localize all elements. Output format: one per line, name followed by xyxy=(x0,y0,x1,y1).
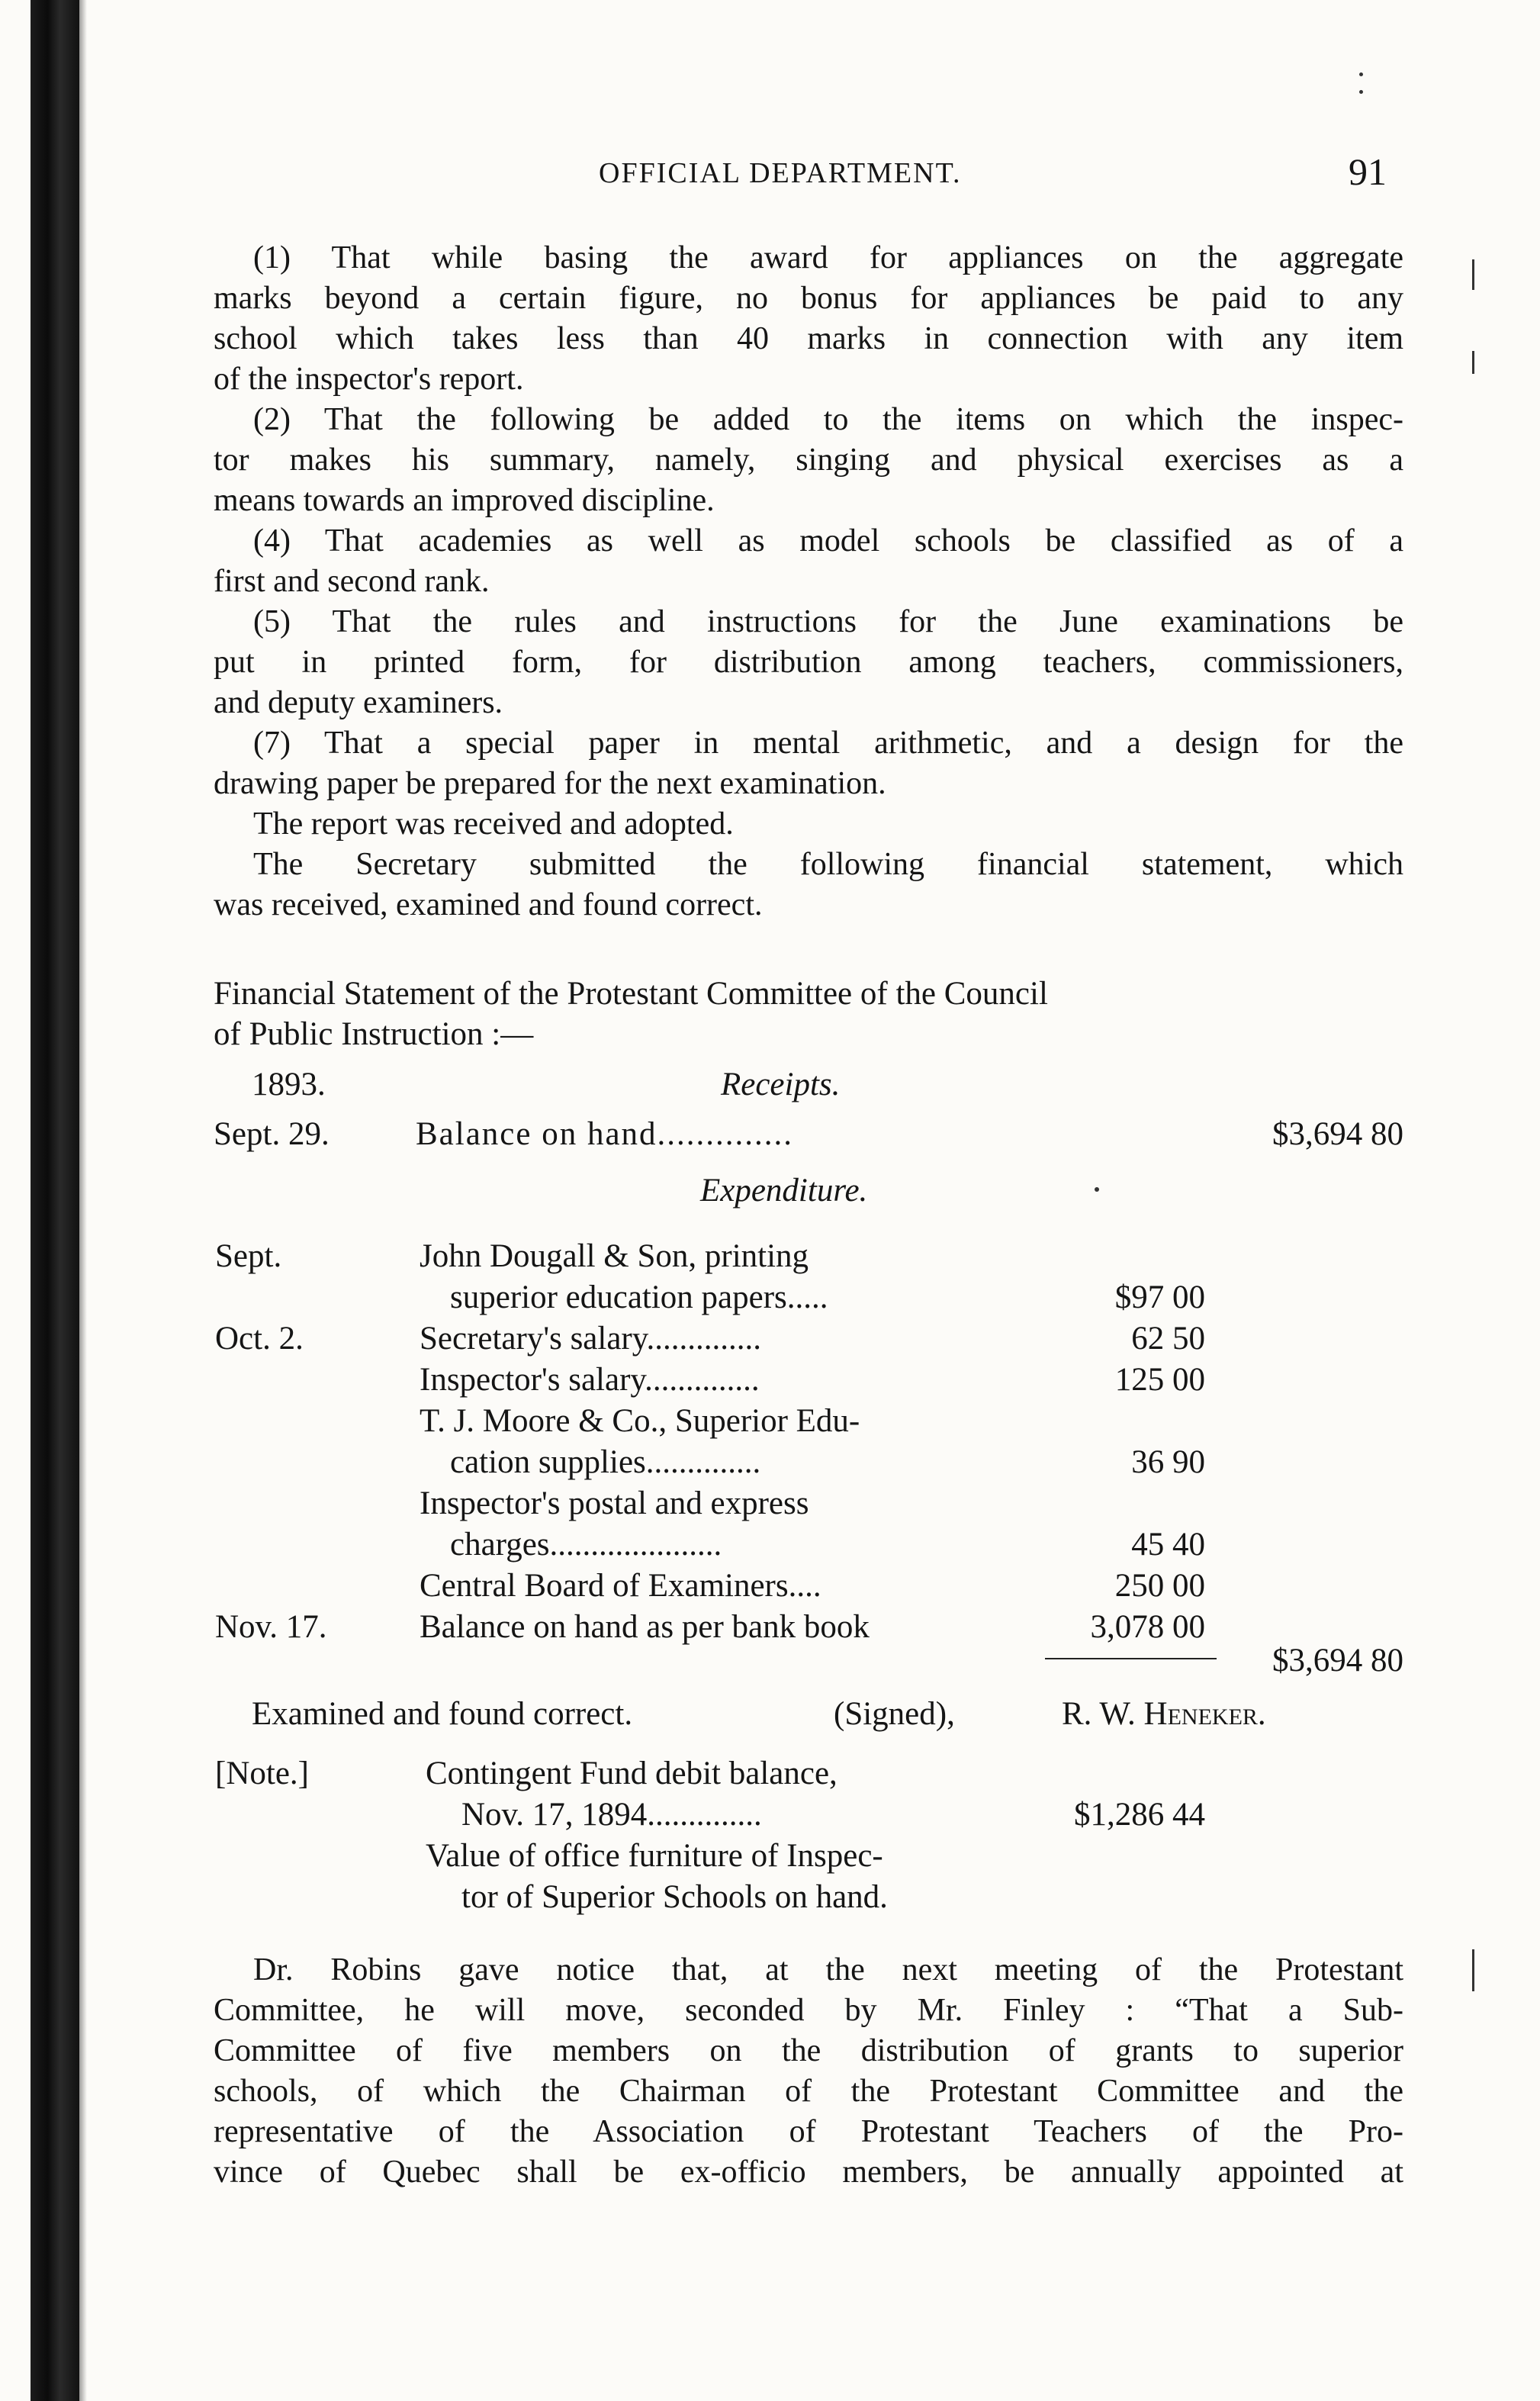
text-line: first and second rank. xyxy=(214,564,490,599)
text-line: put in printed form, for distribution among teachers, commissioners, xyxy=(214,645,1403,680)
expenditure-description: cation supplies.............. xyxy=(450,1444,761,1480)
text-line: The Secretary submitted the following financial statement, which xyxy=(253,847,1403,882)
note-label: [Note.] xyxy=(215,1756,309,1791)
note-line: tor of Superior Schools on hand. xyxy=(461,1879,888,1915)
receipts-label: Receipts. xyxy=(721,1067,841,1102)
text-line: (2) That the following be added to the items on which the inspec- xyxy=(253,402,1403,437)
text-line: of the inspector's report. xyxy=(214,362,524,397)
expenditure-description: superior education papers..... xyxy=(450,1279,828,1315)
note-line: Contingent Fund debit balance, xyxy=(426,1756,838,1791)
text-line: (5) That the rules and instructions for the June examinations be xyxy=(253,604,1403,639)
note-amount: $1,286 44 xyxy=(1074,1797,1205,1833)
text-line: schools, of which the Chairman of the Protestant Committee and the xyxy=(214,2074,1403,2109)
margin-dot xyxy=(1359,72,1363,76)
text-line: (4) That academies as well as model schools be classified as of a xyxy=(253,523,1403,558)
running-header: OFFICIAL DEPARTMENT. xyxy=(599,157,962,189)
text-line: school which takes less than 40 marks in connection with any item xyxy=(214,321,1403,356)
expenditure-amount: 45 40 xyxy=(1131,1527,1205,1563)
examined-text: Examined and found correct. xyxy=(252,1696,633,1732)
margin-mark xyxy=(1472,259,1474,290)
receipt-date: Sept. 29. xyxy=(214,1116,330,1152)
expenditure-total: $3,694 80 xyxy=(1272,1643,1403,1678)
note-line: Nov. 17, 1894.............. xyxy=(461,1797,762,1833)
expenditure-amount: 36 90 xyxy=(1131,1444,1205,1480)
text-line: The report was received and adopted. xyxy=(253,806,734,842)
receipt-total: $3,694 80 xyxy=(1272,1116,1403,1152)
text-line: was received, examined and found correct. xyxy=(214,887,763,922)
receipt-description: Balance on hand.............. xyxy=(416,1116,794,1152)
margin-mark xyxy=(1472,351,1474,374)
text-line: vince of Quebec shall be ex-officio members, be annually appointed at xyxy=(214,2155,1403,2190)
expenditure-date: Oct. 2. xyxy=(215,1321,304,1357)
intro-paragraphs xyxy=(214,238,1403,925)
expenditure-date: Sept. xyxy=(215,1238,282,1274)
margin-dot xyxy=(1095,1187,1099,1192)
expenditure-description: Inspector's salary.............. xyxy=(420,1362,760,1398)
expenditure-amount: 250 00 xyxy=(1114,1568,1205,1604)
financial-heading-line-2: of Public Instruction :— xyxy=(214,1016,534,1052)
text-line: representative of the Association of Protestant Teachers of the Pro- xyxy=(214,2114,1403,2149)
expenditure-amount: 3,078 00 xyxy=(1090,1609,1205,1645)
margin-mark xyxy=(1472,1949,1474,1991)
expenditure-description: Inspector's postal and express xyxy=(420,1485,809,1521)
expenditure-amount: 62 50 xyxy=(1131,1321,1205,1357)
financial-heading-line-1: Financial Statement of the Protestant Committee of the Council xyxy=(214,976,1048,1012)
signed-text: (Signed), xyxy=(834,1696,955,1732)
text-line: drawing paper be prepared for the next examination. xyxy=(214,766,886,801)
note-line: Value of office furniture of Inspec- xyxy=(426,1838,883,1874)
text-line: Committee, he will move, seconded by Mr. Finley : “That a Sub- xyxy=(214,1993,1403,2028)
expenditure-description: John Dougall & Son, printing xyxy=(420,1238,809,1274)
expenditure-description: charges..................... xyxy=(450,1527,722,1563)
text-line: means towards an improved discipline. xyxy=(214,483,715,518)
expenditure-label: Expenditure. xyxy=(700,1173,868,1209)
margin-dot xyxy=(1359,90,1363,94)
page-number: 91 xyxy=(1349,150,1387,193)
text-line: tor makes his summary, namely, singing and physical exercises as a xyxy=(214,443,1403,478)
expenditure-description: Central Board of Examiners.... xyxy=(420,1568,821,1604)
text-line: (1) That while basing the award for appliances on the aggregate xyxy=(253,240,1403,275)
text-line: Dr. Robins gave notice that, at the next meeting of the Protestant xyxy=(253,1952,1403,1987)
text-line: marks beyond a certain figure, no bonus for appliances be paid to any xyxy=(214,281,1403,316)
expenditure-amount: 125 00 xyxy=(1114,1362,1205,1398)
text-line: Committee of five members on the distribution of grants to superior xyxy=(214,2033,1403,2068)
signatory-name: R. W. Heneker. xyxy=(1062,1696,1266,1732)
expenditure-date: Nov. 17. xyxy=(215,1609,327,1645)
expenditure-description: Balance on hand as per bank book xyxy=(420,1609,870,1645)
statement-year: 1893. xyxy=(252,1067,326,1102)
expenditure-amount: $97 00 xyxy=(1114,1279,1205,1315)
text-line: (7) That a special paper in mental arithmetic, and a design for the xyxy=(253,726,1403,761)
expenditure-description: Secretary's salary.............. xyxy=(420,1321,761,1357)
text-line: and deputy examiners. xyxy=(214,685,503,720)
closing-paragraph xyxy=(214,1950,1403,2193)
expenditure-description: T. J. Moore & Co., Superior Edu- xyxy=(420,1403,860,1439)
total-rule xyxy=(1045,1658,1217,1659)
